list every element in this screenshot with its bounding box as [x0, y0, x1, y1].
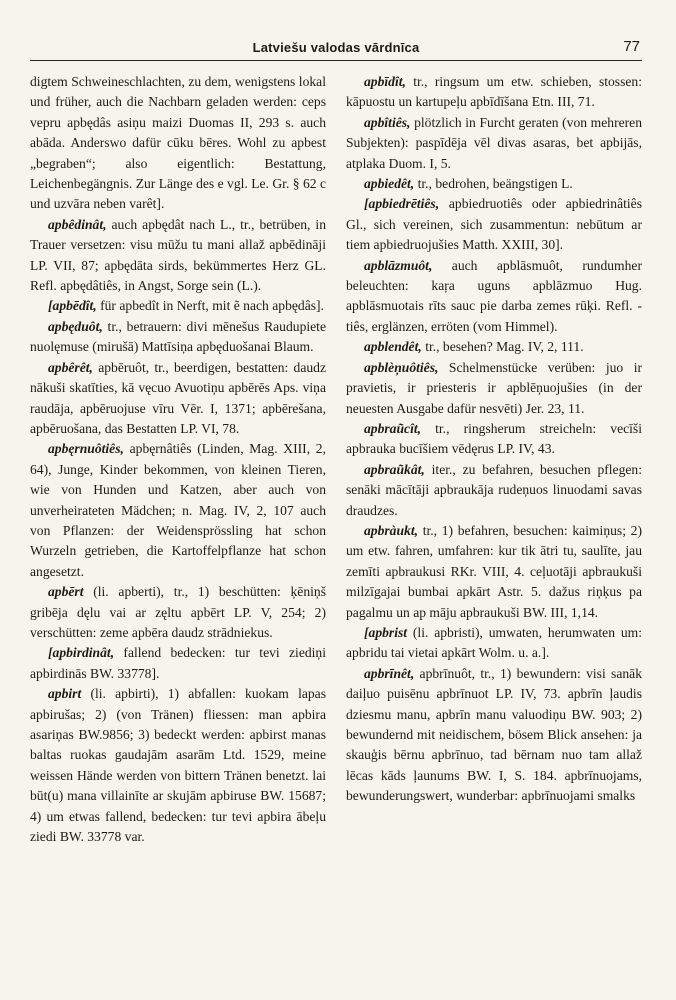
left-column	[30, 72, 326, 847]
entry-text: fallend bedecken: tur tevi ziediņi apbirdinās BW. 33778].	[30, 645, 326, 681]
dictionary-entry	[30, 582, 326, 643]
entry-headword: apbêrêt,	[48, 359, 93, 375]
entry-headword: apbęduôt,	[48, 318, 103, 334]
dictionary-entry	[30, 643, 326, 684]
entry-headword: apbîtiês,	[364, 114, 411, 130]
entry-headword: apbraũcît,	[364, 420, 422, 436]
dictionary-entry	[30, 439, 326, 582]
dictionary-entry	[346, 419, 642, 460]
dictionary-entry	[30, 358, 326, 440]
entry-headword: [apbiedrētiês,	[364, 196, 440, 212]
dictionary-entry	[346, 256, 642, 338]
dictionary-entry	[346, 194, 642, 255]
entry-text: auch apbędât nach L., tr., betrüben, in Trauer versetzen: visu mūžu tu mani allaž apbēdināji LP. VII, 87; apbędāta sirds, bekümmertes Herz GL. Refl. apbędâtiês, in Angst, Sorge sein (L.).	[30, 216, 326, 294]
dictionary-entry	[30, 296, 326, 316]
dictionary-entry	[346, 460, 642, 521]
entry-headword: [apbrist	[364, 624, 408, 640]
entry-text: tr., bedrohen, beängstigen L.	[417, 176, 573, 192]
right-column	[346, 72, 642, 807]
entry-text: tr., ringsherum streicheln: vecīši apbrauka bucīšiem vēdęrus LP. IV, 43.	[346, 420, 642, 457]
entry-headword: apbêdinât,	[48, 216, 107, 232]
entry-text: Schelmenstücke verüben: juo ir pravietis, ir priesteris ir apblēņuojušies (in der neuesten Ausgabe dafür nesvēti) Jer. 23, 11.	[346, 359, 642, 416]
entry-text: apbiedruotiês oder apbiedrinâtiês Gl., sich vereinen, sich zusammentun: nebūtum ar tiem apbiedruojušies Matth. XXIII, 30].	[346, 196, 642, 253]
dictionary-entry	[30, 317, 326, 358]
entry-headword: apblāzmuôt,	[364, 257, 433, 273]
entry-headword: apbrīnêt,	[364, 665, 415, 681]
entry-headword: apbirt	[48, 686, 82, 702]
entry-text: apbęrnâtiês (Linden, Mag. XIII, 2, 64), Junge, Kinder bekommen, von kleinen Tieren, wie von Hunden und Katzen, aber auch von unverheirateten Mädchen; n. Mag. IV, 2, 107 auch von Pflanzen: der Weidensprössling hat schon Wurzeln getrieben, die Kartoffelpflanze hat schon angesetzt.	[30, 441, 326, 579]
entry-headword: apblèņuôtiês,	[364, 359, 439, 375]
dictionary-entry	[346, 664, 642, 807]
entry-text: (li. apbirti), 1) abfallen: kuokam lapas apbirušas; 2) (von Tränen) fliessen: man apbira asariņas BW.9856; 3) bedeckt werden: apbirst manas baltas ruokas gaudajām asarām Ltd. 1529, meine weissen Hände werden von bittern Tränen benetzt. lai būt(u) mana villainīte ar skujām apbiruse BW. 15687; 4) um etwas fallend, bedecken: tur tevi apbira ābeļu ziedi BW. 33778 var.	[30, 686, 326, 845]
entry-text: auch apblāsmuôt, rundumher beleuchten: kaŗa uguns apblāzmuo Hug. apblāsmuotais rīts sauc pie darba zemes rūķi. Refl. -tiês, erglänzen, erröten (vom Himmel).	[346, 257, 642, 334]
entry-text: (li. apberti), tr., 1) beschütten: ķēniņš gribēja dęlu vai ar zęltu apbērt LP. V, 254; 2) verschütten: zeme apbēra daudz strādniekus.	[30, 584, 326, 640]
dictionary-entry	[30, 215, 326, 297]
entry-headword: apbràukt,	[364, 522, 419, 538]
entry-text: (li. apbristi), umwaten, herumwaten um: apbridu tai vietai apkārt Wolm. u. a.].	[346, 624, 642, 661]
dictionary-entry	[346, 174, 642, 194]
running-header	[30, 38, 642, 61]
entry-text: digtem Schweineschlachten, zu dem, wenigstens lokal und früher, auch die Nachbarn geladen werden: ceps vepru apbędâs asiņu maizi Duomas II, 293 s. auch abāda. Anderswo dafür cūku bēres. Wohl zu apbest „begraben“; also eigentlich: Bestattung, Leichenbegängnis. Zur Länge des e vgl. Le. Gr. § 62 c und uzvāra neben varêt].	[30, 74, 326, 212]
entry-headword: apbiedêt,	[364, 176, 415, 192]
dictionary-entry	[346, 113, 642, 174]
dictionary-entry	[346, 623, 642, 664]
dictionary-entry	[346, 521, 642, 623]
entry-headword: apbraũkât,	[364, 461, 425, 477]
entry-text: für apbedît in Nerft, mit ẽ nach apbędâs].	[100, 298, 324, 314]
entry-text: iter., zu befahren, besuchen pflegen: senāki mācītāji apbraukāja rudeņuos linuodami savas draudzes.	[346, 461, 642, 518]
dictionary-entry	[30, 684, 326, 847]
entry-text: tr., 1) befahren, besuchen: kaimiņus; 2) um etw. fahren, umfahren: kur tik ātri tu, saulīte, jau zemīti apbraukusi RKr. VIII, 4. ceļuotāji apbraukuši milzīgajai bumbai apkārt Astr. 5. dažus riņķus pa pagalmu un ap māju apbraukuši BW. III, 1,14.	[346, 522, 642, 620]
entry-headword: [apbēdît,	[48, 298, 97, 314]
entry-text: apbrīnuôt, tr., 1) bewundern: visi sanāk daiļuo puisēnu apbrīnuot LP. IV, 73. apbrīn ļaudis dziesmu manu, apbrīn manu valuodiņu BW. 903; 2) bewundernd mit neidischem, bösem Blick ansehen: ja skauģis bērnu apbrīnuo, tad bērnam nuo tam allaž lēcas kāds ļaunums BW. I, S. 184. apbrīnuojams, bewunderungswert, wunderbar: apbrīnuojami smalks	[346, 665, 642, 804]
entry-headword: apbīdît,	[364, 74, 406, 89]
entry-headword: apbērt	[48, 584, 84, 600]
dictionary-entry	[346, 337, 642, 357]
running-header-title: Latviešu valodas vārdnīca	[252, 40, 420, 55]
entry-headword: apblendêt,	[364, 339, 422, 355]
entry-text: plötzlich in Furcht geraten (von mehreren Subjekten): paspīdēja vēl divas asaras, bet apbijās, atplaka Duom. I, 5.	[346, 114, 643, 171]
entry-headword: apbęrnuôtiês,	[48, 441, 124, 457]
entry-headword: [apbirdinât,	[48, 645, 115, 661]
entry-text: tr., besehen? Mag. IV, 2, 111.	[425, 339, 584, 355]
entry-text: tr., ringsum um etw. schieben, stossen: kāpuostu un kartupeļu apbīdīšana Etn. III, 71.	[346, 74, 642, 110]
page-number: 77	[623, 38, 640, 55]
dictionary-entry	[346, 72, 642, 113]
entry-text: apbēruôt, tr., beerdigen, bestatten: daudz nākuši skatīties, kā vęcuo Avuotiņu apbērēs Aps. viņa raudāja, apbēruojuse vīru Vēr. I, 1371; apbērešana, apbēruošana, das Bestatten LP. VI, 78.	[30, 359, 326, 436]
dictionary-entry	[346, 358, 642, 419]
entry-text: tr., betrauern: divi mēnešus Raudupiete nuolęmuse (mirušā) Mattīsiņa apbęduošanai Blaum.	[30, 318, 326, 355]
dictionary-entry	[30, 72, 326, 215]
